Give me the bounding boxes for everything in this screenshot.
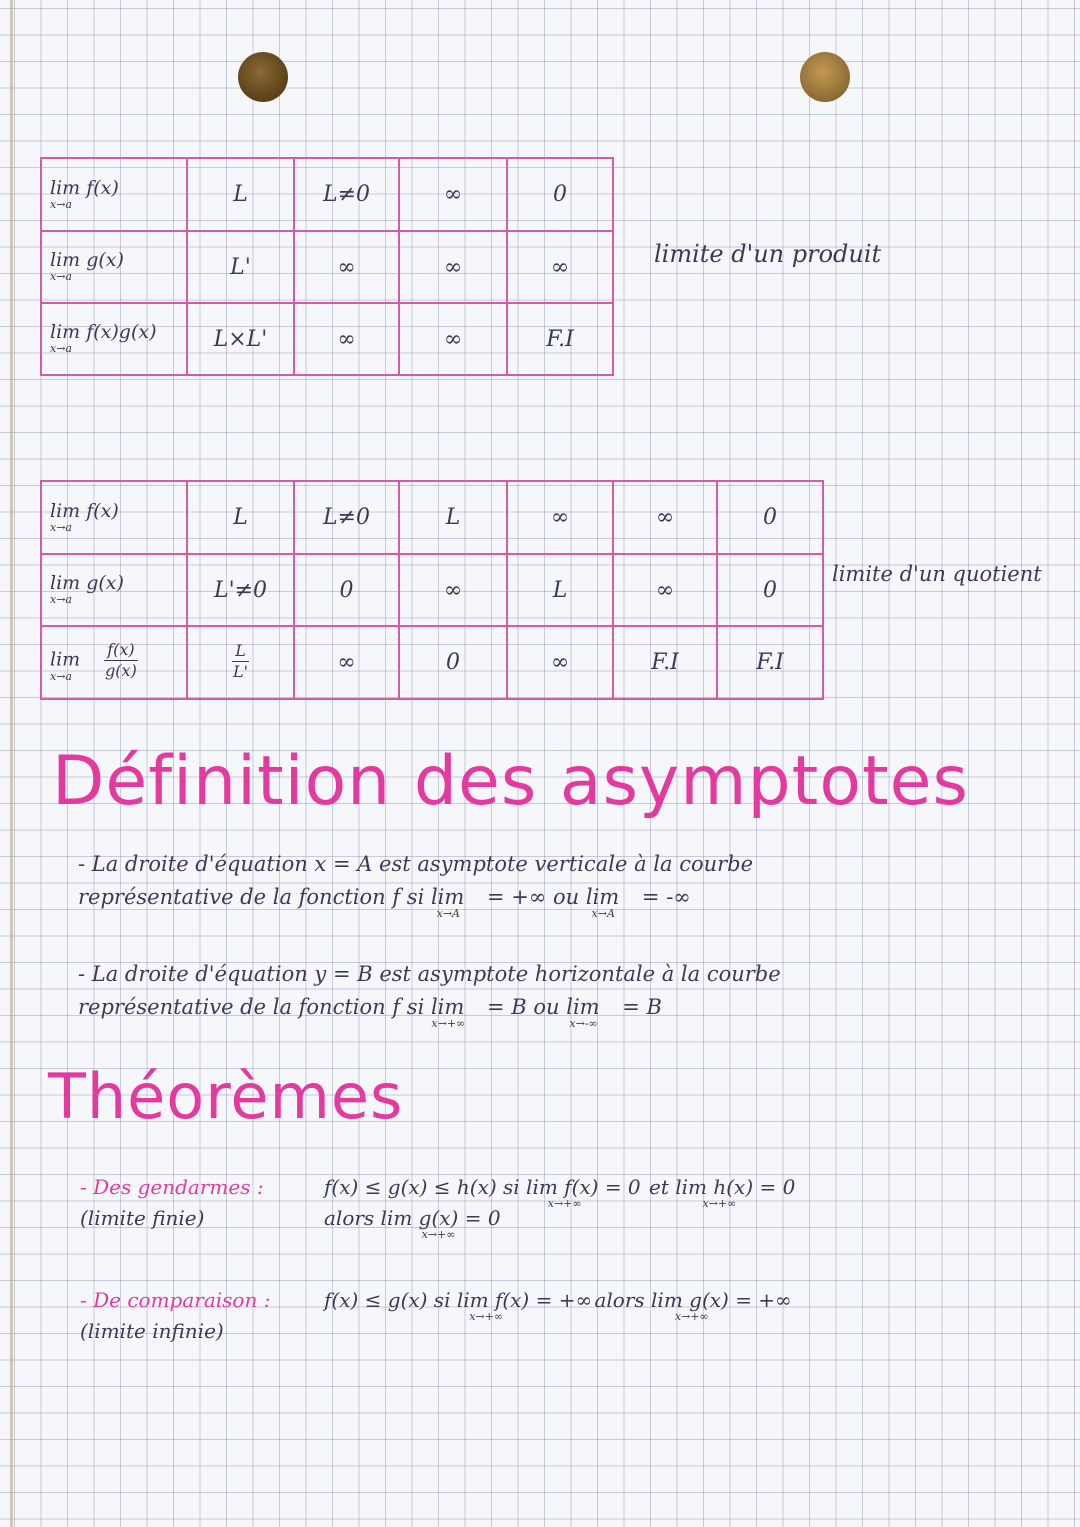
table-cell: 0 xyxy=(717,481,823,554)
table-cell: ∞ xyxy=(399,158,507,231)
table-cell: ∞ xyxy=(399,554,507,626)
table-cell: ∞ xyxy=(294,626,399,699)
table-cell: L≠0 xyxy=(294,481,399,554)
paper-margin-line xyxy=(10,0,13,1527)
table-cell: ∞ xyxy=(294,231,399,303)
punch-hole-right xyxy=(800,52,850,102)
table-row xyxy=(41,554,823,626)
table-cell: L xyxy=(187,158,294,231)
table-cell: 0 xyxy=(717,554,823,626)
product-limits-table xyxy=(40,157,614,376)
horizontal-asymptote-definition xyxy=(78,958,781,1030)
table-cell: F.I xyxy=(613,626,717,699)
definition-line: représentative de la fonction f si limx→A = +∞ ou limx→A = -∞ xyxy=(78,884,691,920)
fraction-l-over-lprime: $\frac{L}{L'}$ xyxy=(232,640,249,681)
table-cell: L≠0 xyxy=(294,158,399,231)
theorem-label: - Des gendarmes : (limite finie) xyxy=(80,1175,264,1230)
table-cell: ∞ xyxy=(613,554,717,626)
table-row xyxy=(41,303,613,375)
theorem-statement: f(x) ≤ g(x) ≤ h(x) si lim f(x) = 0x→+∞ et lim h(x) = 0x→+∞ alors lim g(x) = 0x→+∞ xyxy=(324,1175,796,1241)
table-cell: ∞ xyxy=(613,481,717,554)
row-header: lim f(x) x→a xyxy=(41,158,187,231)
table-cell: ∞ xyxy=(399,231,507,303)
table-row xyxy=(41,158,613,231)
row-header: lim g(x) x→a xyxy=(41,554,187,626)
table-cell: ∞ xyxy=(507,626,613,699)
table-cell: L xyxy=(399,481,507,554)
fraction-f-over-g: $\frac{f(x)}{g(x)}$ xyxy=(105,640,137,681)
theorem-label: - De comparaison : (limite infinie) xyxy=(80,1288,271,1343)
theorems-title: Théorèmes xyxy=(48,1060,404,1133)
quotient-limits-table xyxy=(40,480,824,700)
table-cell: 0 xyxy=(294,554,399,626)
punch-hole-left xyxy=(238,52,288,102)
table-cell: ∞ xyxy=(294,303,399,375)
table-cell: L×L' xyxy=(187,303,294,375)
row-header: lim f(x)g(x) x→a xyxy=(41,303,187,375)
table-cell: ∞ xyxy=(399,303,507,375)
table-cell: ∞ xyxy=(507,231,613,303)
table-cell: L xyxy=(187,481,294,554)
table-row xyxy=(41,626,823,699)
vertical-asymptote-definition xyxy=(78,848,754,920)
table-cell: L' xyxy=(187,231,294,303)
table-cell: F.I xyxy=(717,626,823,699)
table-cell xyxy=(187,626,294,699)
definition-line: représentative de la fonction f si limx→+∞ = B ou limx→-∞ = B xyxy=(78,994,662,1030)
product-table-caption: limite d'un produit xyxy=(654,240,882,268)
table-cell: L xyxy=(507,554,613,626)
table-row xyxy=(41,231,613,303)
table-row xyxy=(41,481,823,554)
definitions-title: Définition des asymptotes xyxy=(52,742,969,821)
table-cell: 0 xyxy=(399,626,507,699)
table-cell: 0 xyxy=(507,158,613,231)
table-cell: ∞ xyxy=(507,481,613,554)
row-header: lim $\frac{f(x)}{g(x)}$ x→a xyxy=(41,626,187,699)
table-cell: F.I xyxy=(507,303,613,375)
quotient-table-caption: limite d'un quotient xyxy=(832,562,1042,586)
theorem-statement: f(x) ≤ g(x) si lim f(x) = +∞x→+∞ alors lim g(x) = +∞x→+∞ xyxy=(324,1288,792,1323)
row-header: lim g(x) x→a xyxy=(41,231,187,303)
row-header: lim f(x) x→a xyxy=(41,481,187,554)
definition-line: - La droite d'équation y = B est asymptote horizontale à la courbe xyxy=(78,962,781,986)
table-cell: L'≠0 xyxy=(187,554,294,626)
definition-line: - La droite d'équation x = A est asymptote verticale à la courbe xyxy=(78,852,754,876)
